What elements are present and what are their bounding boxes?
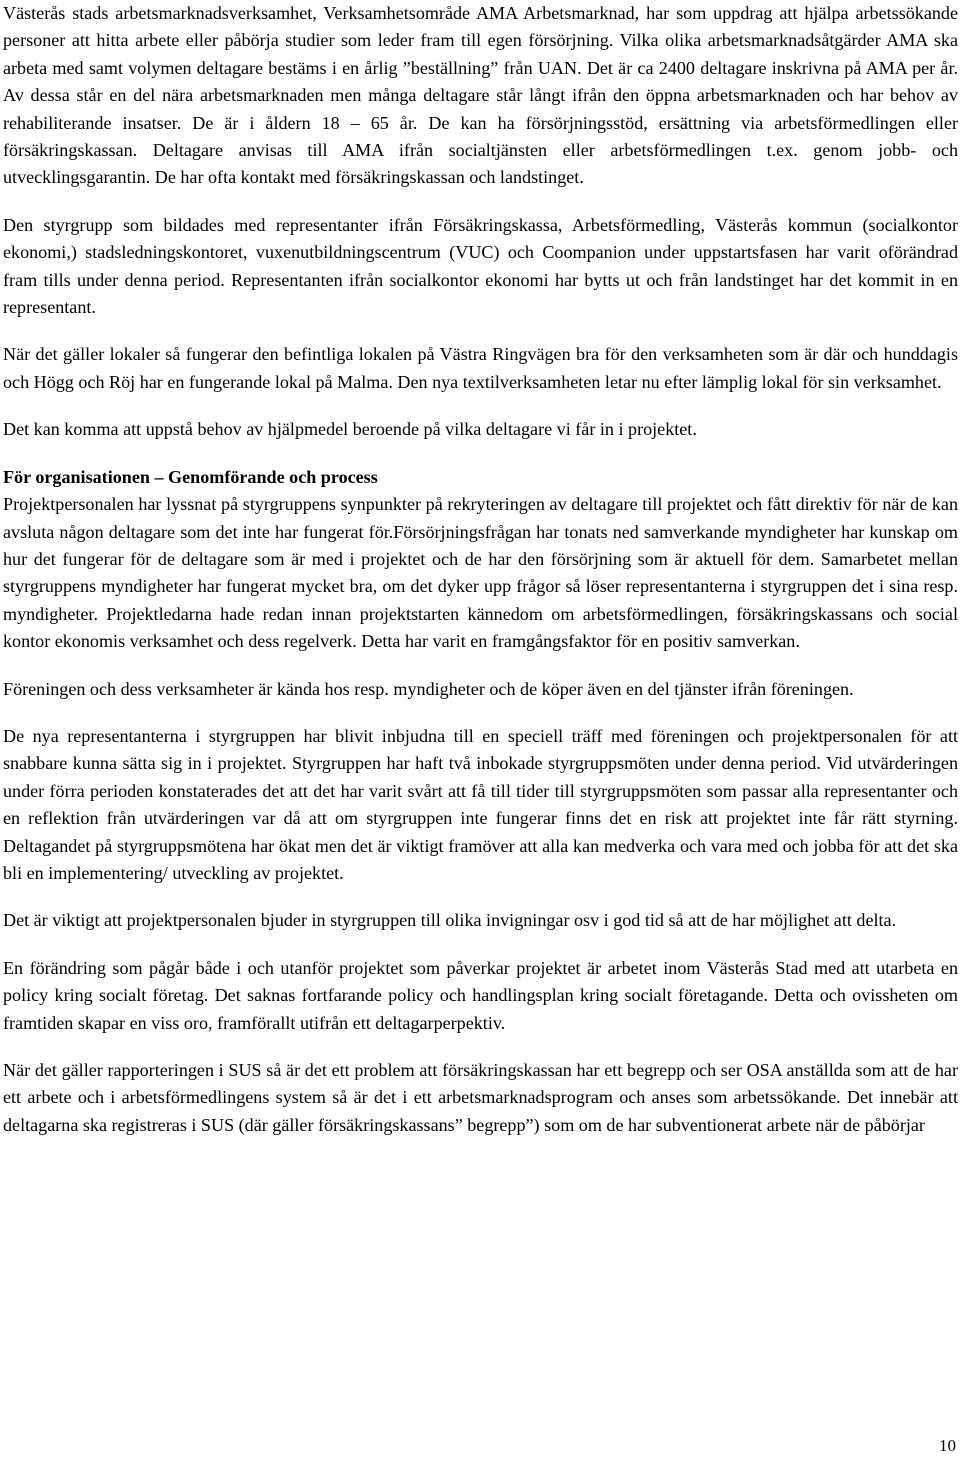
paragraph-nya-representanter: De nya representanterna i styrgruppen har blivit inbjudna till en speciell träff med föreningen och projektpersonalen för att snabbare kunna sätta sig in i projektet. Styrgruppen har haft två inbokade styrgruppsmöten under denna period. Vid utvärderingen under förra perioden konstaterades det att det har varit svårt att få till tider till styrgruppsmöten som passar alla representanter och en reflektion från utvärderingen var då att om styrgruppen inte fungerar finns det en risk att projektet inte får rätt styrning. Deltagandet på styrgruppsmötena har ökat men det är viktigt framöver att alla kan medverka och vara med och jobba för att det ska bli en implementering/ utveckling av projektet. — [3, 725, 958, 883]
paragraph-ama-intro: Västerås stads arbetsmarknadsverksamhet, Verksamhetsområde AMA Arbetsmarknad, har som uppdrag att hjälpa arbetssökande personer att hitta arbete eller påbörja studier som leder fram till egen försörjning. Vilka olika arbetsmarknadsåtgärder AMA ska arbeta med samt volymen deltagare bestäms i en årlig ”beställning” från UAN. Det är ca 2400 deltagare inskrivna på AMA per år. Av dessa står en del nära arbetsmarknaden men många deltagare står långt ifrån den öppna arbetsmarknaden och har behov av rehabiliterande insatser. De är i åldern 18 – 65 år. De kan ha försörjningsstöd, ersättning via arbetsförmedlingen eller försäkringskassan. Deltagare anvisas till AMA ifrån socialtjänsten eller arbetsförmedlingen t.ex. genom jobb- och utvecklingsgarantin. De har ofta kontakt med försäkringskassan och landstinget. — [3, 3, 958, 188]
paragraph-gap — [3, 444, 958, 464]
paragraph-organisation: Projektpersonalen har lyssnat på styrgruppens synpunkter på rekryteringen av deltagare till projektet och fått direktiv för när de kan avsluta någon deltagare som det inte har fungerat för.Försörjningsfrågan har tonats ned samverkande myndigheter har kunskap om hur det fungerar för de deltagare som är med i projektet och de har den försörjning som är aktuell för dem. Samarbetet mellan styrgruppens myndigheter har fungerat mycket bra, om det dyker upp frågor så löser representanterna i styrgruppen det i sina resp. myndigheter. Projektledarna hade redan innan projektstarten kännedom om arbetsförmedlingen, försäkringskassans och social kontor ekonomis verksamhet och dess regelverk. Detta har varit en framgångsfaktor för en positiv samverkan. — [3, 494, 958, 652]
paragraph-sus: När det gäller rapporteringen i SUS så är det ett problem att försäkringskassan har ett begrepp och ser OSA anställda som att de har ett arbete och i arbetsförmedlingens system så är det i ett arbetsmarknadsprogram och anses som arbetssökande. Det innebär att deltagarna ska registreras i SUS (där gäller försäkringskassans” begrepp”) som om de har subventionerat arbete när de påbörjar — [3, 1060, 958, 1135]
paragraph-gap — [3, 1037, 958, 1057]
paragraph-gap — [3, 396, 958, 416]
paragraph-gap — [3, 656, 958, 676]
paragraph-gap — [3, 935, 958, 955]
page-number: 10 — [939, 1436, 956, 1455]
paragraph-gap — [3, 321, 958, 341]
paragraph-styrgrupp: Den styrgrupp som bildades med representanter ifrån Försäkringskassa, Arbetsförmedling, Västerås kommun (socialkontor ekonomi,) stadsledningskontoret, vuxenutbildningscentrum (VUC) och Coompanion under uppstartsfasen har varit oförändrad fram tills under denna period. Representanten ifrån socialkontor ekonomi har bytts ut och från landstinget har det kommit in en representant. — [3, 214, 958, 318]
document-page — [3, 0, 958, 1139]
paragraph-lokaler: När det gäller lokaler så fungerar den befintliga lokalen på Västra Ringvägen bra för den verksamheten som är där och hunddagis och Högg och Röj har en fungerande lokal på Malma. Den nya textilverksamheten letar nu efter lämplig lokal för sin verksamhet. — [3, 344, 958, 392]
paragraph-policy: En förändring som pågår både i och utanför projektet som påverkar projektet är arbetet inom Västerås Stad med att utarbeta en policy kring socialt företag. Det saknas fortfarande policy och handlingsplan kring socialt företagande. Detta och ovissheten om framtiden skapar en viss oro, framförallt utifrån ett deltagarperpektiv. — [3, 957, 958, 1033]
paragraph-invigningar: Det är viktigt att projektpersonalen bjuder in styrgruppen till olika invigningar osv i god tid så att de har möjlighet att delta. — [3, 910, 897, 931]
paragraph-gap — [3, 703, 958, 723]
section-heading: För organisationen – Genomförande och process — [3, 466, 378, 487]
paragraph-hjalpmedel: Det kan komma att uppstå behov av hjälpmedel beroende på vilka deltagare vi får in i projektet. — [3, 419, 697, 440]
paragraph-foreningen: Föreningen och dess verksamheter är kända hos resp. myndigheter och de köper även en del tjänster ifrån föreningen. — [3, 678, 854, 699]
paragraph-gap — [3, 887, 958, 907]
paragraph-gap — [3, 192, 958, 212]
